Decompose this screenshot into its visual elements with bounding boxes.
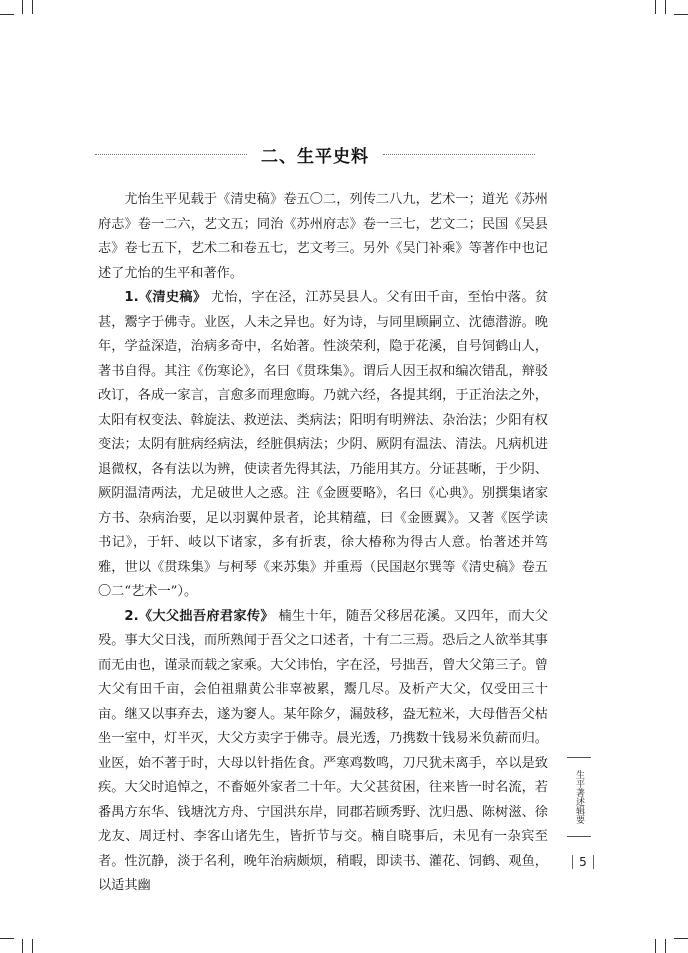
crop-mark xyxy=(32,939,33,953)
crop-mark xyxy=(0,14,14,15)
page-number-rule xyxy=(572,855,573,869)
crop-mark xyxy=(655,0,656,14)
heading-rule-left xyxy=(95,154,247,155)
crop-mark xyxy=(0,938,14,939)
crop-mark xyxy=(665,939,666,953)
entry-text: 楠生十年，随吾父移居花溪。又四年，而大父殁。事大父日浅，而所熟闻于吾父之口述者，十有二三焉。恐后之人欲举其事而无由也，谨录而载之家乘。大父讳怡，字在泾，号拙吾，曾大父第三子。曾大父有田千亩，会伯祖鼎黄公非辜被累，鬻几尽。及析产大父，仅受田三十亩。继又以事弃去，遂为窭人。某年除夕，漏鼓移，盎无粒米，大母偕吾父枯坐一室中，灯半灭，大父方卖字于佛寺。晨光透，乃携数十钱易米负薪而归。业医，始不著于时，大母以针指佐食。严寒鸡数鸣，刀尺犹未离手，卒以是致疾。大父时追悼之，不畜姬外家者二十年。大父甚贫困，往来皆一时名流，若番禺方东华、钱塘沈方舟、宁国洪东岸，同郡若顾秀野、沈归愚、陈树滋、徐龙友、周迂村、李客山诸先生，皆折节与交。楠自晓事后，未见有一杂宾至者。性沉静，淡于名利，晚年治病颇烦，稍暇，即读书、灌花、饲鹤、观鱼，以适其幽 xyxy=(98,608,549,893)
side-section-tab xyxy=(567,757,591,837)
entry-heading: 2.《大父拙吾府君家传》 xyxy=(124,608,274,624)
crop-mark xyxy=(22,939,23,953)
page-number-rule xyxy=(593,855,594,869)
crop-mark xyxy=(674,14,688,15)
page-number xyxy=(566,852,600,872)
crop-mark xyxy=(655,939,656,953)
entry-paragraph xyxy=(98,286,548,605)
entry-text: 尤怡，字在泾，江苏吴县人。父有田千亩，至怡中落。贫甚，鬻字于佛寺。业医，人未之异也。好为诗，与同里顾嗣立、沈德潜游。晚年，学益深造，治病多奇中，名始著。性淡荣利，隐于花溪，自号饲鹤山人，著书自得。其注《伤寒论》，名曰《贯珠集》。谓后人因王叔和编次错乱，辩驳改订，各成一家言，言愈多而理愈晦。乃就六经，各提其纲，于正治法之外，太阳有权变法、斡旋法、救逆法、类病法；阳明有明辨法、杂治法；少阳有权变法；太阴有脏病经病法，经脏俱病法；少阴、厥阴有温法、清法。凡病机进退微权，各有法以为辨，使读者先得其法，乃能用其方。分证甚晰，于少阴、厥阴温清两法，尤足破世人之惑。注《金匮要略》，名曰《心典》。别撰集诸家方书、杂病治要，足以羽翼仲景者，论其精蕴，曰《金匮翼》。又著《医学读书记》，于轩、岐以下诸家，多有折衷，徐大椿称为得古人意。怡著述并笃雅，世以《贯珠集》与柯琴《来苏集》并重焉（民国赵尔巽等《清史稿》卷五〇二“艺术一”）。 xyxy=(98,290,549,599)
crop-mark xyxy=(32,0,33,14)
body-text xyxy=(98,188,548,899)
intro-paragraph: 尤怡生平见载于《清史稿》卷五〇二，列传二八九，艺术一；道光《苏州府志》卷一二六，艺文五；同治《苏州府志》卷一三七，艺文二；民国《吴县志》卷七五下，艺术二和卷五七，艺文考三。另外《吴门补乘》等著作中也记述了尤怡的生平和著作。 xyxy=(98,192,548,281)
side-tab-label: 生平著述辑要 xyxy=(574,770,584,824)
page-number-text: 5 xyxy=(579,855,587,869)
section-heading xyxy=(95,142,535,166)
entry-heading: 1.《清史稿》 xyxy=(124,290,207,305)
crop-mark xyxy=(665,0,666,14)
crop-mark xyxy=(22,0,23,14)
section-title: 二、生平史料 xyxy=(261,146,369,167)
entry-paragraph xyxy=(98,605,548,899)
heading-rule-right xyxy=(383,154,535,155)
crop-mark xyxy=(674,938,688,939)
